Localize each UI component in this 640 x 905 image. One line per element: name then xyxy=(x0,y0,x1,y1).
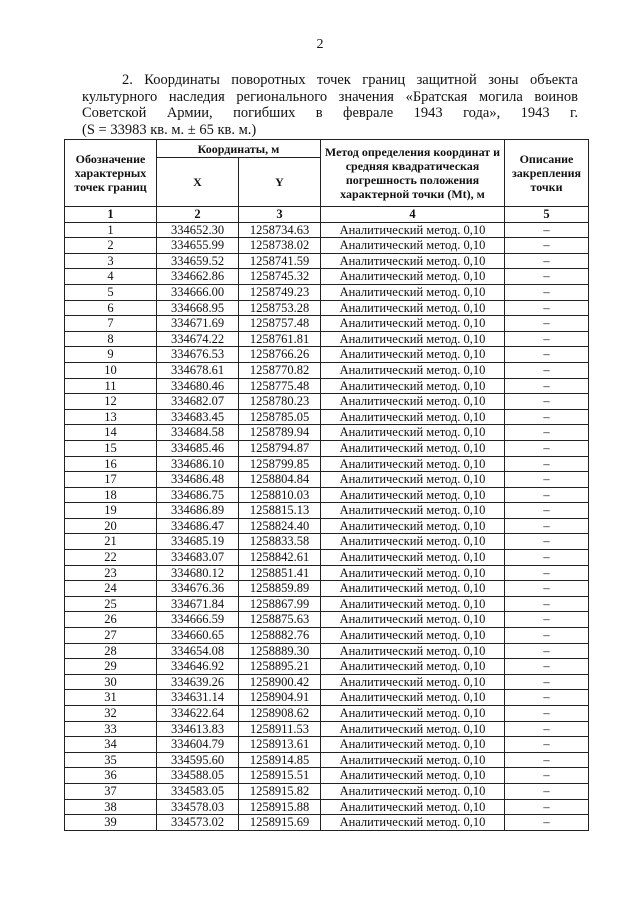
table-row xyxy=(65,409,589,425)
y-coordinate-cell: 1258810.03 xyxy=(239,487,321,503)
method-cell: Аналитический метод. 0,10 xyxy=(321,378,505,394)
x-coordinate-cell: 334682.07 xyxy=(157,394,239,410)
description-cell: – xyxy=(505,316,589,332)
method-cell: Аналитический метод. 0,10 xyxy=(321,518,505,534)
description-cell: – xyxy=(505,799,589,815)
x-coordinate-cell: 334671.69 xyxy=(157,316,239,332)
y-coordinate-cell: 1258915.69 xyxy=(239,815,321,831)
point-number-cell: 15 xyxy=(65,440,157,456)
x-coordinate-cell: 334655.99 xyxy=(157,238,239,254)
y-coordinate-cell: 1258824.40 xyxy=(239,518,321,534)
point-number-cell: 34 xyxy=(65,737,157,753)
header-point: Обозначение характерных точек границ xyxy=(65,140,157,207)
point-number-cell: 28 xyxy=(65,643,157,659)
table-row xyxy=(65,425,589,441)
x-coordinate-cell: 334685.46 xyxy=(157,440,239,456)
method-cell: Аналитический метод. 0,10 xyxy=(321,503,505,519)
x-coordinate-cell: 334659.52 xyxy=(157,253,239,269)
table-row xyxy=(65,284,589,300)
x-coordinate-cell: 334652.30 xyxy=(157,222,239,238)
description-cell: – xyxy=(505,534,589,550)
method-cell: Аналитический метод. 0,10 xyxy=(321,487,505,503)
x-coordinate-cell: 334639.26 xyxy=(157,674,239,690)
y-coordinate-cell: 1258867.99 xyxy=(239,596,321,612)
description-cell: – xyxy=(505,674,589,690)
column-number: 4 xyxy=(321,207,505,223)
x-coordinate-cell: 334676.36 xyxy=(157,581,239,597)
x-coordinate-cell: 334588.05 xyxy=(157,768,239,784)
point-number-cell: 19 xyxy=(65,503,157,519)
column-number: 5 xyxy=(505,207,589,223)
description-cell: – xyxy=(505,472,589,488)
description-cell: – xyxy=(505,487,589,503)
point-number-cell: 24 xyxy=(65,581,157,597)
point-number-cell: 16 xyxy=(65,456,157,472)
point-number-cell: 21 xyxy=(65,534,157,550)
y-coordinate-cell: 1258785.05 xyxy=(239,409,321,425)
description-cell: – xyxy=(505,300,589,316)
point-number-cell: 3 xyxy=(65,253,157,269)
x-coordinate-cell: 334573.02 xyxy=(157,815,239,831)
x-coordinate-cell: 334676.53 xyxy=(157,347,239,363)
y-coordinate-cell: 1258875.63 xyxy=(239,612,321,628)
method-cell: Аналитический метод. 0,10 xyxy=(321,472,505,488)
y-coordinate-cell: 1258738.02 xyxy=(239,238,321,254)
header-x: X xyxy=(157,158,239,207)
method-cell: Аналитический метод. 0,10 xyxy=(321,347,505,363)
point-number-cell: 12 xyxy=(65,394,157,410)
description-cell: – xyxy=(505,643,589,659)
table-row xyxy=(65,550,589,566)
y-coordinate-cell: 1258745.32 xyxy=(239,269,321,285)
method-cell: Аналитический метод. 0,10 xyxy=(321,331,505,347)
point-number-cell: 6 xyxy=(65,300,157,316)
table-row xyxy=(65,269,589,285)
table-row xyxy=(65,222,589,238)
method-cell: Аналитический метод. 0,10 xyxy=(321,456,505,472)
x-coordinate-cell: 334668.95 xyxy=(157,300,239,316)
point-number-cell: 30 xyxy=(65,674,157,690)
point-number-cell: 32 xyxy=(65,706,157,722)
method-cell: Аналитический метод. 0,10 xyxy=(321,269,505,285)
point-number-cell: 5 xyxy=(65,284,157,300)
table-row xyxy=(65,456,589,472)
method-cell: Аналитический метод. 0,10 xyxy=(321,643,505,659)
table-row xyxy=(65,799,589,815)
method-cell: Аналитический метод. 0,10 xyxy=(321,674,505,690)
description-cell: – xyxy=(505,362,589,378)
method-cell: Аналитический метод. 0,10 xyxy=(321,815,505,831)
point-number-cell: 38 xyxy=(65,799,157,815)
x-coordinate-cell: 334671.84 xyxy=(157,596,239,612)
method-cell: Аналитический метод. 0,10 xyxy=(321,737,505,753)
point-number-cell: 11 xyxy=(65,378,157,394)
table-row xyxy=(65,752,589,768)
description-cell: – xyxy=(505,456,589,472)
table-row xyxy=(65,643,589,659)
description-cell: – xyxy=(505,503,589,519)
table-row xyxy=(65,815,589,831)
point-number-cell: 39 xyxy=(65,815,157,831)
method-cell: Аналитический метод. 0,10 xyxy=(321,425,505,441)
method-cell: Аналитический метод. 0,10 xyxy=(321,706,505,722)
point-number-cell: 20 xyxy=(65,518,157,534)
x-coordinate-cell: 334683.45 xyxy=(157,409,239,425)
y-coordinate-cell: 1258911.53 xyxy=(239,721,321,737)
point-number-cell: 18 xyxy=(65,487,157,503)
method-cell: Аналитический метод. 0,10 xyxy=(321,316,505,332)
description-cell: – xyxy=(505,409,589,425)
table-row xyxy=(65,659,589,675)
method-cell: Аналитический метод. 0,10 xyxy=(321,253,505,269)
table-row xyxy=(65,378,589,394)
description-cell: – xyxy=(505,659,589,675)
description-cell: – xyxy=(505,331,589,347)
x-coordinate-cell: 334674.22 xyxy=(157,331,239,347)
method-cell: Аналитический метод. 0,10 xyxy=(321,768,505,784)
y-coordinate-cell: 1258833.58 xyxy=(239,534,321,550)
table-row xyxy=(65,394,589,410)
point-number-cell: 22 xyxy=(65,550,157,566)
table-row xyxy=(65,690,589,706)
method-cell: Аналитический метод. 0,10 xyxy=(321,238,505,254)
description-cell: – xyxy=(505,518,589,534)
x-coordinate-cell: 334595.60 xyxy=(157,752,239,768)
x-coordinate-cell: 334654.08 xyxy=(157,643,239,659)
point-number-cell: 1 xyxy=(65,222,157,238)
point-number-cell: 23 xyxy=(65,565,157,581)
table-row xyxy=(65,253,589,269)
table-row xyxy=(65,628,589,644)
point-number-cell: 4 xyxy=(65,269,157,285)
y-coordinate-cell: 1258761.81 xyxy=(239,331,321,347)
table-row xyxy=(65,581,589,597)
description-cell: – xyxy=(505,394,589,410)
y-coordinate-cell: 1258749.23 xyxy=(239,284,321,300)
page-number: 2 xyxy=(316,37,324,52)
header-y: Y xyxy=(239,158,321,207)
method-cell: Аналитический метод. 0,10 xyxy=(321,752,505,768)
coordinates-table xyxy=(64,139,589,831)
y-coordinate-cell: 1258859.89 xyxy=(239,581,321,597)
table-row xyxy=(65,362,589,378)
x-coordinate-cell: 334683.07 xyxy=(157,550,239,566)
table-row xyxy=(65,612,589,628)
y-coordinate-cell: 1258794.87 xyxy=(239,440,321,456)
y-coordinate-cell: 1258757.48 xyxy=(239,316,321,332)
point-number-cell: 33 xyxy=(65,721,157,737)
method-cell: Аналитический метод. 0,10 xyxy=(321,799,505,815)
method-cell: Аналитический метод. 0,10 xyxy=(321,565,505,581)
table-row xyxy=(65,503,589,519)
point-number-cell: 35 xyxy=(65,752,157,768)
method-cell: Аналитический метод. 0,10 xyxy=(321,409,505,425)
table-row xyxy=(65,440,589,456)
description-cell: – xyxy=(505,815,589,831)
y-coordinate-cell: 1258914.85 xyxy=(239,752,321,768)
method-cell: Аналитический метод. 0,10 xyxy=(321,783,505,799)
x-coordinate-cell: 334680.12 xyxy=(157,565,239,581)
method-cell: Аналитический метод. 0,10 xyxy=(321,222,505,238)
point-number-cell: 26 xyxy=(65,612,157,628)
method-cell: Аналитический метод. 0,10 xyxy=(321,581,505,597)
description-cell: – xyxy=(505,347,589,363)
method-cell: Аналитический метод. 0,10 xyxy=(321,394,505,410)
table-row xyxy=(65,565,589,581)
heading-line-3: Советской Армии, погибших в феврале 1943 года», 1943 г. xyxy=(82,105,578,121)
method-cell: Аналитический метод. 0,10 xyxy=(321,690,505,706)
table-row xyxy=(65,674,589,690)
table-row xyxy=(65,518,589,534)
method-cell: Аналитический метод. 0,10 xyxy=(321,612,505,628)
table-row xyxy=(65,706,589,722)
table-row xyxy=(65,534,589,550)
description-cell: – xyxy=(505,284,589,300)
column-number-row xyxy=(65,207,589,223)
method-cell: Аналитический метод. 0,10 xyxy=(321,721,505,737)
point-number-cell: 8 xyxy=(65,331,157,347)
description-cell: – xyxy=(505,378,589,394)
point-number-cell: 27 xyxy=(65,628,157,644)
x-coordinate-cell: 334631.14 xyxy=(157,690,239,706)
method-cell: Аналитический метод. 0,10 xyxy=(321,596,505,612)
point-number-cell: 7 xyxy=(65,316,157,332)
x-coordinate-cell: 334646.92 xyxy=(157,659,239,675)
y-coordinate-cell: 1258842.61 xyxy=(239,550,321,566)
method-cell: Аналитический метод. 0,10 xyxy=(321,284,505,300)
method-cell: Аналитический метод. 0,10 xyxy=(321,362,505,378)
point-number-cell: 36 xyxy=(65,768,157,784)
x-coordinate-cell: 334578.03 xyxy=(157,799,239,815)
description-cell: – xyxy=(505,222,589,238)
y-coordinate-cell: 1258851.41 xyxy=(239,565,321,581)
y-coordinate-cell: 1258734.63 xyxy=(239,222,321,238)
y-coordinate-cell: 1258900.42 xyxy=(239,674,321,690)
y-coordinate-cell: 1258766.26 xyxy=(239,347,321,363)
table-row xyxy=(65,331,589,347)
x-coordinate-cell: 334583.05 xyxy=(157,783,239,799)
x-coordinate-cell: 334686.48 xyxy=(157,472,239,488)
description-cell: – xyxy=(505,565,589,581)
y-coordinate-cell: 1258753.28 xyxy=(239,300,321,316)
point-number-cell: 17 xyxy=(65,472,157,488)
point-number-cell: 37 xyxy=(65,783,157,799)
x-coordinate-cell: 334662.86 xyxy=(157,269,239,285)
table-body xyxy=(65,207,589,831)
method-cell: Аналитический метод. 0,10 xyxy=(321,534,505,550)
table-row xyxy=(65,347,589,363)
table-row xyxy=(65,596,589,612)
x-coordinate-cell: 334684.58 xyxy=(157,425,239,441)
y-coordinate-cell: 1258780.23 xyxy=(239,394,321,410)
x-coordinate-cell: 334686.89 xyxy=(157,503,239,519)
method-cell: Аналитический метод. 0,10 xyxy=(321,440,505,456)
y-coordinate-cell: 1258789.94 xyxy=(239,425,321,441)
table-row xyxy=(65,316,589,332)
y-coordinate-cell: 1258799.85 xyxy=(239,456,321,472)
description-cell: – xyxy=(505,581,589,597)
description-cell: – xyxy=(505,737,589,753)
point-number-cell: 31 xyxy=(65,690,157,706)
y-coordinate-cell: 1258915.88 xyxy=(239,799,321,815)
description-cell: – xyxy=(505,783,589,799)
x-coordinate-cell: 334680.46 xyxy=(157,378,239,394)
y-coordinate-cell: 1258908.62 xyxy=(239,706,321,722)
description-cell: – xyxy=(505,752,589,768)
x-coordinate-cell: 334666.59 xyxy=(157,612,239,628)
y-coordinate-cell: 1258770.82 xyxy=(239,362,321,378)
y-coordinate-cell: 1258804.84 xyxy=(239,472,321,488)
y-coordinate-cell: 1258815.13 xyxy=(239,503,321,519)
table-row xyxy=(65,783,589,799)
heading-line-1: 2. Координаты поворотных точек границ защитной зоны объекта xyxy=(122,72,578,88)
table-row xyxy=(65,768,589,784)
y-coordinate-cell: 1258915.82 xyxy=(239,783,321,799)
description-cell: – xyxy=(505,596,589,612)
table-row xyxy=(65,487,589,503)
table-row xyxy=(65,721,589,737)
x-coordinate-cell: 334622.64 xyxy=(157,706,239,722)
description-cell: – xyxy=(505,612,589,628)
y-coordinate-cell: 1258889.30 xyxy=(239,643,321,659)
x-coordinate-cell: 334666.00 xyxy=(157,284,239,300)
x-coordinate-cell: 334685.19 xyxy=(157,534,239,550)
header-method: Метод определения координат и средняя квадратическая погрешность положения характерной точки (Mt), м xyxy=(321,140,505,207)
point-number-cell: 2 xyxy=(65,238,157,254)
heading-line-2: культурного наследия регионального значения «Братская могила воинов xyxy=(82,88,578,105)
column-number: 3 xyxy=(239,207,321,223)
description-cell: – xyxy=(505,721,589,737)
method-cell: Аналитический метод. 0,10 xyxy=(321,628,505,644)
x-coordinate-cell: 334686.75 xyxy=(157,487,239,503)
method-cell: Аналитический метод. 0,10 xyxy=(321,659,505,675)
table-row xyxy=(65,238,589,254)
description-cell: – xyxy=(505,253,589,269)
point-number-cell: 29 xyxy=(65,659,157,675)
column-number: 1 xyxy=(65,207,157,223)
description-cell: – xyxy=(505,440,589,456)
table-row xyxy=(65,737,589,753)
y-coordinate-cell: 1258904.91 xyxy=(239,690,321,706)
description-cell: – xyxy=(505,768,589,784)
x-coordinate-cell: 334678.61 xyxy=(157,362,239,378)
column-number: 2 xyxy=(157,207,239,223)
header-coordinates: Координаты, м xyxy=(157,140,321,158)
y-coordinate-cell: 1258775.48 xyxy=(239,378,321,394)
x-coordinate-cell: 334604.79 xyxy=(157,737,239,753)
y-coordinate-cell: 1258913.61 xyxy=(239,737,321,753)
y-coordinate-cell: 1258915.51 xyxy=(239,768,321,784)
y-coordinate-cell: 1258895.21 xyxy=(239,659,321,675)
point-number-cell: 9 xyxy=(65,347,157,363)
description-cell: – xyxy=(505,238,589,254)
method-cell: Аналитический метод. 0,10 xyxy=(321,550,505,566)
description-cell: – xyxy=(505,628,589,644)
section-heading xyxy=(82,72,578,138)
description-cell: – xyxy=(505,690,589,706)
y-coordinate-cell: 1258882.76 xyxy=(239,628,321,644)
x-coordinate-cell: 334686.47 xyxy=(157,518,239,534)
y-coordinate-cell: 1258741.59 xyxy=(239,253,321,269)
method-cell: Аналитический метод. 0,10 xyxy=(321,300,505,316)
point-number-cell: 10 xyxy=(65,362,157,378)
header-description: Описание закрепления точки xyxy=(505,140,589,207)
description-cell: – xyxy=(505,706,589,722)
x-coordinate-cell: 334613.83 xyxy=(157,721,239,737)
description-cell: – xyxy=(505,550,589,566)
x-coordinate-cell: 334686.10 xyxy=(157,456,239,472)
point-number-cell: 13 xyxy=(65,409,157,425)
table-row xyxy=(65,472,589,488)
point-number-cell: 25 xyxy=(65,596,157,612)
table-row xyxy=(65,300,589,316)
description-cell: – xyxy=(505,269,589,285)
heading-line-4: (S = 33983 кв. м. ± 65 кв. м.) xyxy=(82,121,257,138)
description-cell: – xyxy=(505,425,589,441)
point-number-cell: 14 xyxy=(65,425,157,441)
x-coordinate-cell: 334660.65 xyxy=(157,628,239,644)
